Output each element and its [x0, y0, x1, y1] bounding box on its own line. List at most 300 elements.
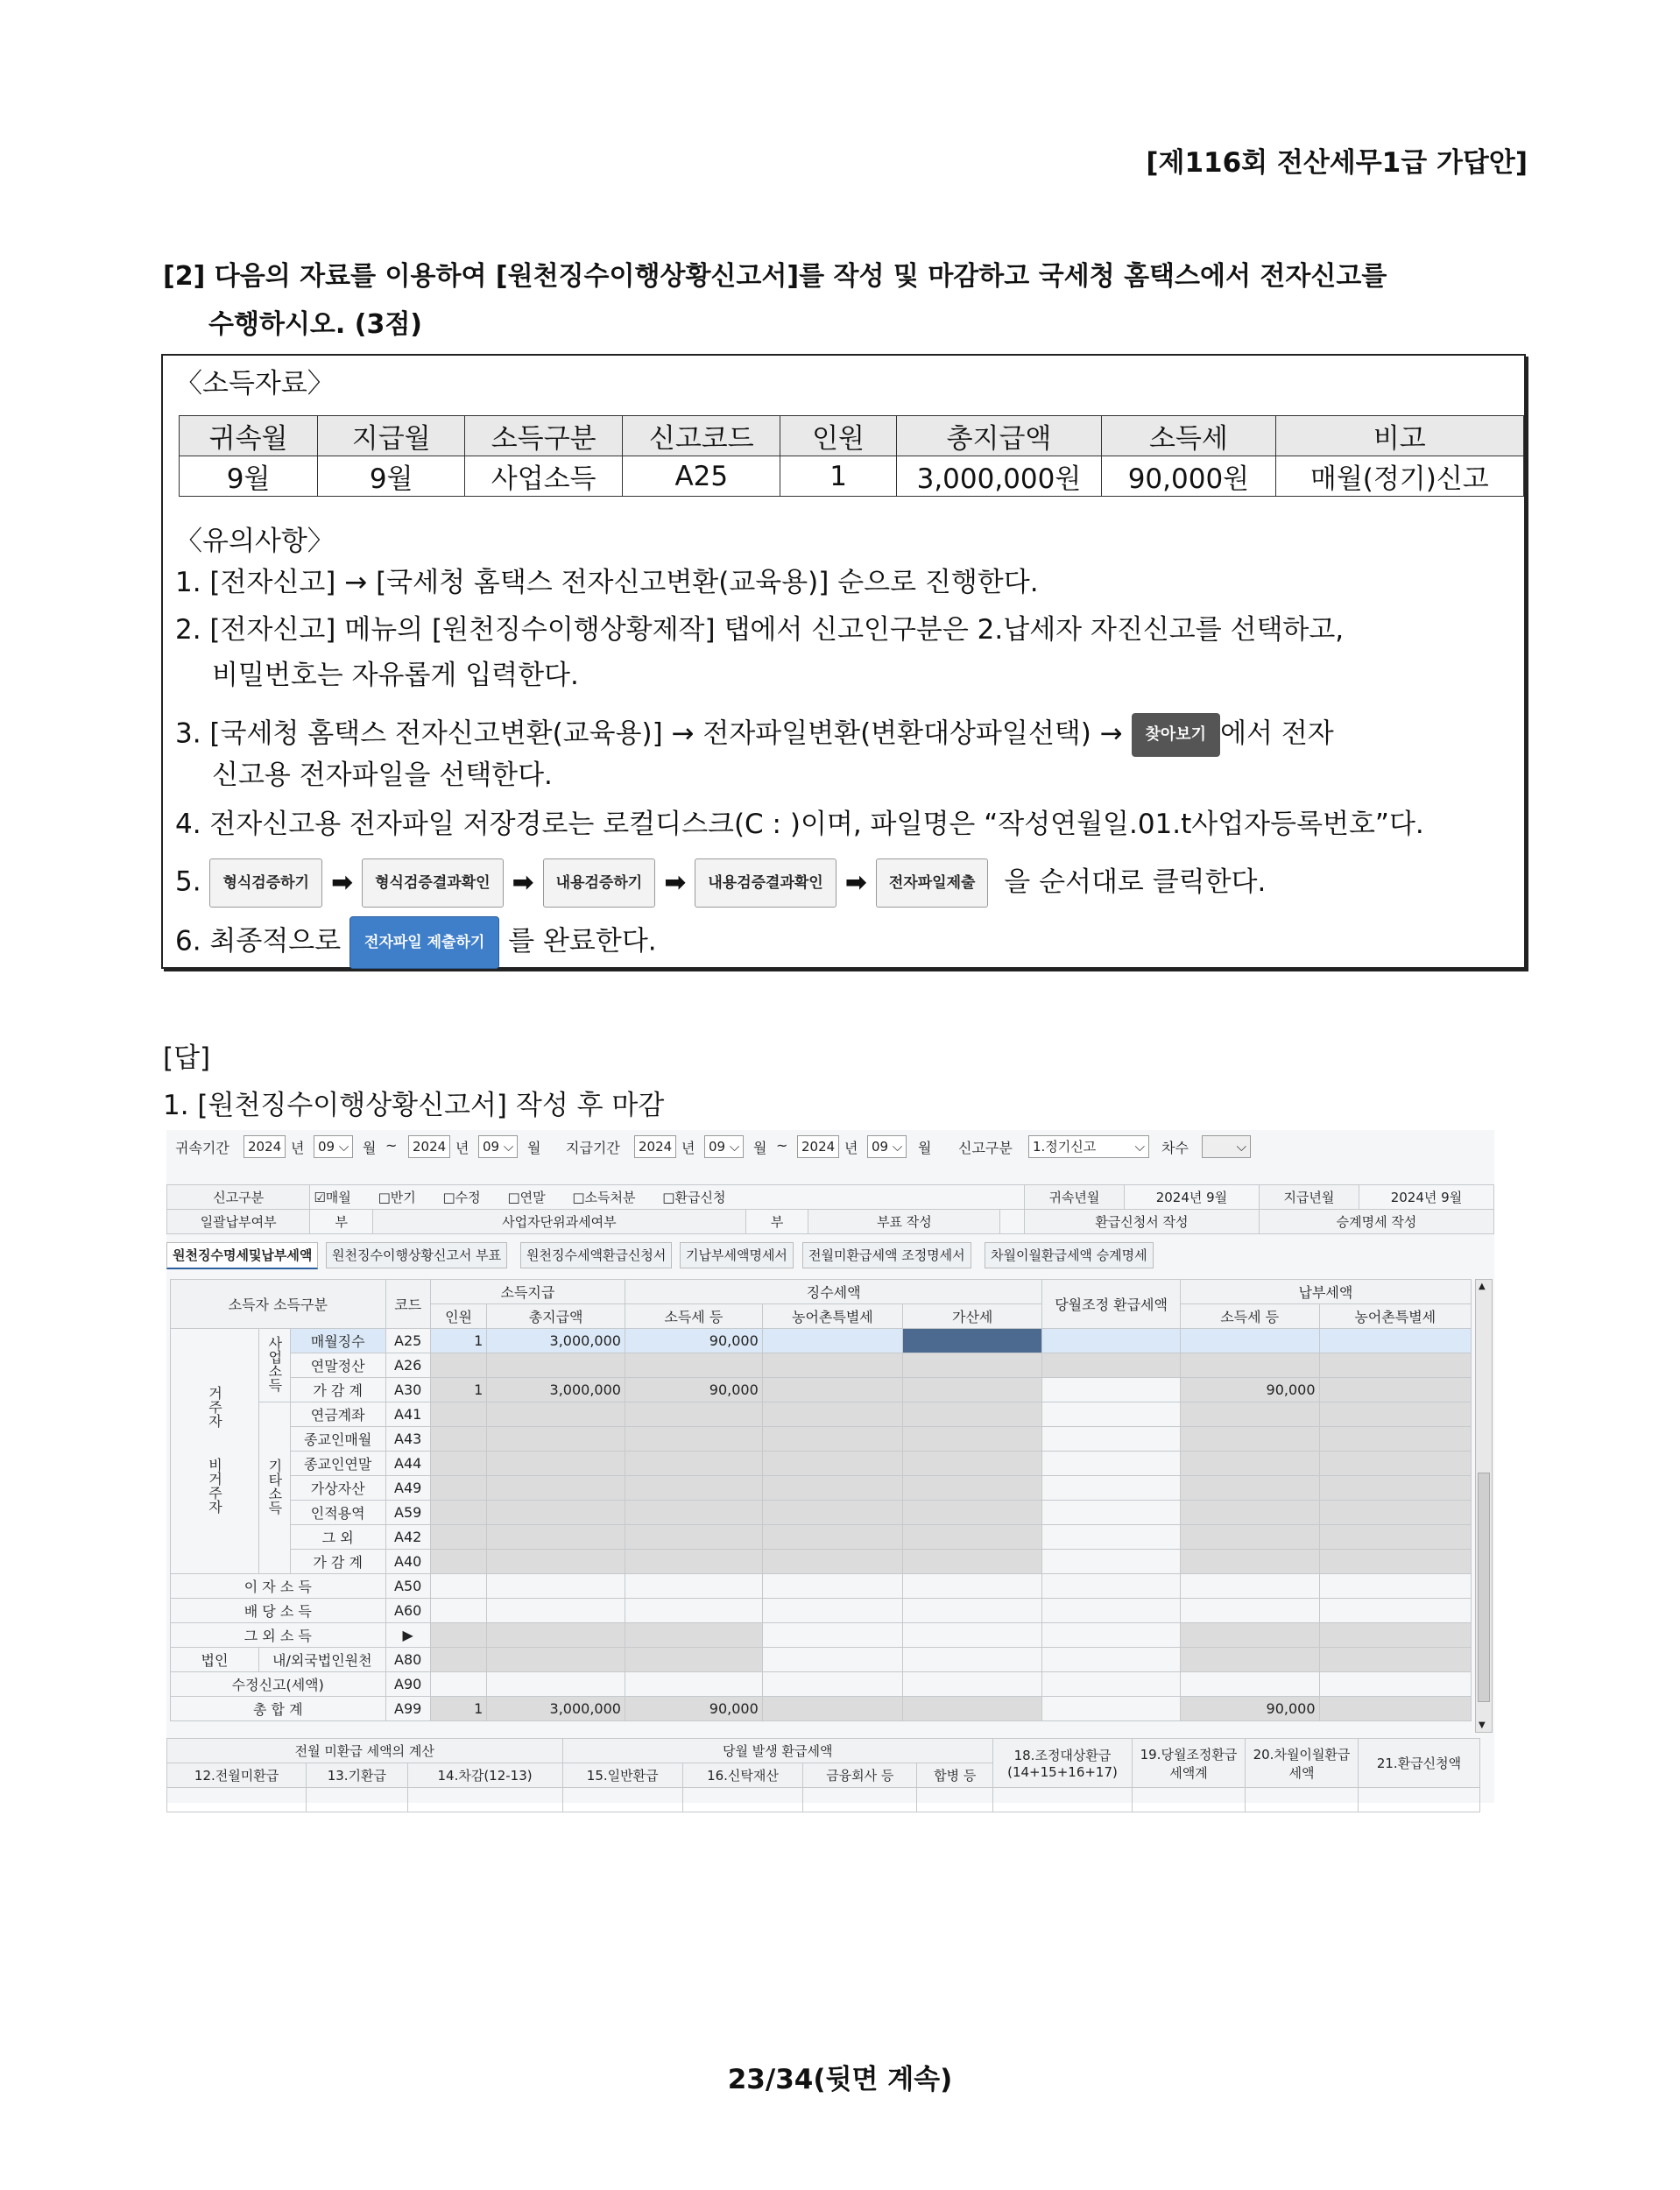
- cell-penalty[interactable]: [903, 1427, 1042, 1452]
- period-label: 귀속기간: [175, 1140, 229, 1156]
- cell-headcount[interactable]: [430, 1427, 486, 1452]
- cell-refund-adjust[interactable]: [1042, 1353, 1180, 1378]
- cell-refund-adjust[interactable]: [1042, 1623, 1180, 1648]
- cell-income-tax[interactable]: [625, 1648, 762, 1672]
- cell-refund-adjust[interactable]: [1042, 1648, 1180, 1672]
- pay-month-end[interactable]: 09 ⌵: [867, 1135, 907, 1158]
- cell-headcount[interactable]: [430, 1353, 486, 1378]
- scroll-up-icon[interactable]: ▲: [1479, 1282, 1486, 1291]
- cell-pay-income-tax[interactable]: [1180, 1353, 1319, 1378]
- cell-income-tax[interactable]: [625, 1525, 762, 1550]
- other-income-label: [259, 1402, 291, 1574]
- tab-prepaid[interactable]: 기납부세액명세서: [680, 1242, 794, 1268]
- sequence-label: 차수: [1161, 1140, 1189, 1156]
- cell-total-payment[interactable]: [487, 1623, 625, 1648]
- cell-pay-income-tax[interactable]: [1180, 1525, 1319, 1550]
- tab-next-refund[interactable]: 차월이월환급세액 승계명세: [985, 1242, 1154, 1268]
- business-income-label: [259, 1329, 291, 1402]
- resident-text: 거주자: [206, 1385, 223, 1428]
- withholding-grid: [170, 1279, 1472, 1721]
- cell-total-payment[interactable]: [487, 1550, 625, 1574]
- cell-penalty[interactable]: [903, 1697, 1042, 1721]
- table-row[interactable]: [171, 1452, 1472, 1476]
- row-label: 연말정산: [290, 1353, 385, 1378]
- cell-21[interactable]: [1359, 1788, 1480, 1812]
- cell-refund-adjust[interactable]: [1042, 1427, 1180, 1452]
- cell-total-payment[interactable]: 3,000,000: [487, 1378, 625, 1402]
- period-year-start[interactable]: 2024: [244, 1135, 286, 1158]
- content-check-button: 내용검증하기: [543, 858, 656, 908]
- col-month-adjust: 19.당월조정환급세액계: [1133, 1739, 1246, 1788]
- prev-refund-group: 전월 미환급 세액의 계산: [167, 1739, 563, 1763]
- cell-headcount[interactable]: [430, 1452, 486, 1476]
- year-unit: 년: [681, 1140, 695, 1156]
- cell-penalty[interactable]: [903, 1378, 1042, 1402]
- row-label: 내/외국법인원천: [259, 1648, 386, 1672]
- cell-refund-adjust[interactable]: [1042, 1402, 1180, 1427]
- cell-income-tax[interactable]: [625, 1353, 762, 1378]
- cell-pay-income-tax[interactable]: [1180, 1501, 1319, 1525]
- cell-13[interactable]: [307, 1788, 407, 1812]
- row-code: A44: [385, 1452, 430, 1476]
- col-13: 13.기환급: [307, 1763, 407, 1788]
- col-payable-tax: 납부세액: [1180, 1280, 1471, 1304]
- income-header-cell: 지급월: [318, 416, 465, 456]
- succession-label: 승계명세 작성: [1259, 1210, 1493, 1234]
- cell-refund-adjust[interactable]: [1042, 1476, 1180, 1501]
- table-row[interactable]: [171, 1402, 1472, 1427]
- payment-month-label: 지급년월: [1259, 1185, 1359, 1210]
- cell-penalty[interactable]: [903, 1501, 1042, 1525]
- attribution-month-value: 2024년 9월: [1124, 1185, 1259, 1210]
- cell-total-payment[interactable]: 3,000,000: [487, 1329, 625, 1353]
- file-submit-button: 전자파일제출: [876, 858, 989, 908]
- cell-pay-income-tax[interactable]: 90,000: [1180, 1697, 1319, 1721]
- income-header-cell: 신고코드: [623, 416, 780, 456]
- scroll-down-icon[interactable]: ▼: [1479, 1720, 1486, 1730]
- year-unit: 년: [455, 1140, 469, 1156]
- income-header-cell: 귀속월: [180, 416, 318, 456]
- cell-rural-tax[interactable]: [762, 1329, 902, 1353]
- cell-pay-rural-tax[interactable]: [1319, 1378, 1472, 1402]
- table-row[interactable]: [171, 1648, 1472, 1672]
- cell-refund-adjust[interactable]: [1042, 1501, 1180, 1525]
- cell-pay-income-tax[interactable]: [1180, 1427, 1319, 1452]
- cell-total-payment[interactable]: [487, 1574, 625, 1599]
- nonresident-text: 비거주자: [206, 1457, 223, 1514]
- col-14: 14.차감(12-13): [407, 1763, 562, 1788]
- cell-rural-tax[interactable]: [762, 1501, 902, 1525]
- cell-income-tax[interactable]: [625, 1427, 762, 1452]
- year-unit: 년: [291, 1140, 305, 1156]
- pay-year-start[interactable]: 2024: [634, 1135, 676, 1158]
- table-row[interactable]: [171, 1697, 1472, 1721]
- cell-20[interactable]: [1246, 1788, 1359, 1812]
- cell-rural-tax[interactable]: [762, 1452, 902, 1476]
- cell-headcount[interactable]: [430, 1525, 486, 1550]
- cell-19[interactable]: [1133, 1788, 1246, 1812]
- period-month-start[interactable]: 09 ⌵: [314, 1135, 353, 1158]
- cell-pay-rural-tax[interactable]: [1319, 1427, 1472, 1452]
- cell-pay-income-tax[interactable]: [1180, 1329, 1319, 1353]
- unit-tax-label: 사업자단위과세여부: [373, 1210, 746, 1234]
- cell-income-tax[interactable]: [625, 1599, 762, 1623]
- note-2a: 2. [전자신고] 메뉴의 [원천징수이행상황제작] 탭에서 신고인구분은 2.납세자 자진신고를 선택하고,: [175, 614, 1345, 646]
- cell-pay-rural-tax[interactable]: [1319, 1574, 1472, 1599]
- income-value-cell: 3,000,000원: [896, 456, 1102, 497]
- cell-penalty[interactable]: [903, 1648, 1042, 1672]
- period-year-end[interactable]: 2024: [408, 1135, 450, 1158]
- cell-total-payment[interactable]: [487, 1353, 625, 1378]
- note-2b: 비밀번호는 자유롭게 입력한다.: [212, 660, 579, 691]
- cell-headcount[interactable]: [430, 1574, 486, 1599]
- cell-pay-income-tax[interactable]: [1180, 1648, 1319, 1672]
- table-row[interactable]: [171, 1501, 1472, 1525]
- cell-headcount[interactable]: [430, 1550, 486, 1574]
- cell-rural-tax[interactable]: [762, 1427, 902, 1452]
- cell-pay-rural-tax[interactable]: [1319, 1329, 1472, 1353]
- page-header: [제116회 전산세무1급 가답안]: [1146, 147, 1528, 179]
- cell-penalty[interactable]: [903, 1525, 1042, 1550]
- cell-headcount[interactable]: [430, 1599, 486, 1623]
- grid-scrollbar[interactable]: [1475, 1279, 1493, 1733]
- cell-16[interactable]: [682, 1788, 802, 1812]
- cell-income-tax[interactable]: 90,000: [625, 1378, 762, 1402]
- cell-pay-income-tax[interactable]: [1180, 1402, 1319, 1427]
- cell-headcount[interactable]: 1: [430, 1697, 486, 1721]
- cell-total-payment[interactable]: [487, 1599, 625, 1623]
- income-header-cell: 소득구분: [465, 416, 623, 456]
- col-total-payment: 총지급액: [487, 1304, 625, 1329]
- cell-pay-income-tax[interactable]: [1180, 1452, 1319, 1476]
- cell-headcount[interactable]: 1: [430, 1378, 486, 1402]
- note-1: 1. [전자신고] → [국세청 홈택스 전자신고변환(교육용)] 순으로 진행한다.: [175, 567, 1039, 598]
- cell-17a[interactable]: [803, 1788, 917, 1812]
- cell-pay-rural-tax[interactable]: [1319, 1476, 1472, 1501]
- report-type-label: 신고구분: [958, 1140, 1013, 1156]
- cell-headcount[interactable]: [430, 1623, 486, 1648]
- report-type-checks[interactable]: [310, 1185, 1025, 1210]
- cell-income-tax[interactable]: [625, 1574, 762, 1599]
- cell-pay-income-tax[interactable]: [1180, 1574, 1319, 1599]
- cell-12[interactable]: [167, 1788, 307, 1812]
- cell-pay-income-tax[interactable]: [1180, 1599, 1319, 1623]
- note-5-num: 5.: [175, 865, 201, 898]
- answer-step1: 1. [원천징수이행상황신고서] 작성 후 마감: [163, 1090, 665, 1121]
- table-row[interactable]: [171, 1476, 1472, 1501]
- table-row[interactable]: [171, 1353, 1472, 1378]
- row-label: 연금계좌: [290, 1402, 385, 1427]
- cell-pay-rural-tax[interactable]: [1319, 1599, 1472, 1623]
- cell-rural-tax[interactable]: [762, 1574, 902, 1599]
- col-collected-tax: 징수세액: [625, 1280, 1041, 1304]
- table-row[interactable]: [171, 1623, 1472, 1648]
- row-code: A99: [385, 1697, 430, 1721]
- cell-pay-rural-tax[interactable]: [1319, 1672, 1472, 1697]
- note-6-tail: 를 완료한다.: [508, 925, 657, 957]
- range-tilde: ~: [385, 1137, 398, 1154]
- row-label: 종교인매월: [290, 1427, 385, 1452]
- business-text: 사업소득: [265, 1335, 283, 1392]
- cell-income-tax[interactable]: 90,000: [625, 1697, 762, 1721]
- check-refund[interactable]: □환급신청: [662, 1190, 726, 1205]
- cell-income-tax[interactable]: [625, 1452, 762, 1476]
- cell-income-tax[interactable]: [625, 1623, 762, 1648]
- arrow-right-icon: ➡: [330, 867, 354, 898]
- current-refund-group: 당월 발생 환급세액: [562, 1739, 992, 1763]
- col-17a: 금융회사 등: [803, 1763, 917, 1788]
- cell-penalty[interactable]: [903, 1476, 1042, 1501]
- cell-rural-tax[interactable]: [762, 1402, 902, 1427]
- cell-17b[interactable]: [917, 1788, 993, 1812]
- month-unit: 월: [918, 1140, 932, 1156]
- cell-pay-income-tax[interactable]: [1180, 1476, 1319, 1501]
- cell-total-payment[interactable]: [487, 1402, 625, 1427]
- cell-penalty[interactable]: [903, 1574, 1042, 1599]
- cell-penalty[interactable]: [903, 1672, 1042, 1697]
- income-value-cell: 1: [780, 456, 896, 497]
- cell-headcount[interactable]: [430, 1672, 486, 1697]
- note-4: 4. 전자신고용 전자파일 저장경로는 로컬디스크(C : )이며, 파일명은 “작성연월일.01.t사업자등록번호”다.: [175, 809, 1424, 840]
- browse-button: 찾아보기: [1132, 713, 1221, 757]
- tab-prev-refund[interactable]: 전월미환급세액 조정명세서: [802, 1242, 971, 1268]
- cell-rural-tax[interactable]: [762, 1623, 902, 1648]
- table-row[interactable]: [171, 1574, 1472, 1599]
- check-amend[interactable]: □수정: [442, 1190, 481, 1205]
- col-income-tax: 소득세 등: [625, 1304, 762, 1329]
- cell-rural-tax[interactable]: [762, 1353, 902, 1378]
- col-refund-request: 21.환급신청액: [1359, 1739, 1480, 1788]
- income-value-cell: 9월: [180, 456, 318, 497]
- income-header-cell: 비고: [1275, 416, 1523, 456]
- refund-calc-grid: [166, 1738, 1480, 1812]
- info-report-type-label: 신고구분: [167, 1185, 310, 1210]
- cell-rural-tax[interactable]: [762, 1525, 902, 1550]
- row-label: 가상자산: [290, 1476, 385, 1501]
- cell-rural-tax[interactable]: [762, 1672, 902, 1697]
- row-code: A43: [385, 1427, 430, 1452]
- cell-rural-tax[interactable]: [762, 1476, 902, 1501]
- cell-18[interactable]: [993, 1788, 1133, 1812]
- check-disposal[interactable]: □소득처분: [572, 1190, 636, 1205]
- cell-refund-adjust[interactable]: [1042, 1525, 1180, 1550]
- income-value-cell: A25: [623, 456, 780, 497]
- row-label: 가 감 계: [290, 1378, 385, 1402]
- attribution-month-label: 귀속년월: [1024, 1185, 1124, 1210]
- cell-penalty[interactable]: [903, 1452, 1042, 1476]
- cell-pay-rural-tax[interactable]: [1319, 1525, 1472, 1550]
- row-label: 매월징수: [290, 1329, 385, 1353]
- row-label: 가 감 계: [290, 1550, 385, 1574]
- col-pay-rural-tax: 농어촌특별세: [1319, 1304, 1472, 1329]
- check-half[interactable]: □반기: [378, 1190, 416, 1205]
- col-15: 15.일반환급: [562, 1763, 682, 1788]
- cell-total-payment[interactable]: [487, 1501, 625, 1525]
- schedule-label: 부표 작성: [808, 1210, 1000, 1234]
- question-line1: [2] 다음의 자료를 이용하여 [원천징수이행상황신고서]를 작성 및 마감하고 국세청 홈택스에서 전자신고를: [163, 261, 1387, 292]
- problem-box: [161, 354, 1526, 969]
- cell-15[interactable]: [562, 1788, 682, 1812]
- tab-refund-request[interactable]: 원천징수세액환급신청서: [520, 1242, 672, 1268]
- row-label: 그 외 소 득: [171, 1623, 386, 1648]
- cell-income-tax[interactable]: [625, 1402, 762, 1427]
- income-table: [179, 415, 1524, 497]
- arrow-right-icon: ➡: [512, 867, 534, 898]
- check-yearend[interactable]: □연말: [507, 1190, 546, 1205]
- income-value-cell: 매월(정기)신고: [1275, 456, 1523, 497]
- row-code: A25: [385, 1329, 430, 1353]
- tab-attachment[interactable]: 원천징수이행상황신고서 부표: [326, 1242, 507, 1268]
- cell-refund-adjust[interactable]: [1042, 1574, 1180, 1599]
- cell-total-payment[interactable]: [487, 1648, 625, 1672]
- income-header-cell: 소득세: [1102, 416, 1275, 456]
- cell-penalty[interactable]: [903, 1623, 1042, 1648]
- row-code: A80: [385, 1648, 430, 1672]
- row-code: ▶: [385, 1623, 430, 1648]
- note-5: [175, 858, 1266, 908]
- month-unit: 월: [753, 1140, 767, 1156]
- final-submit-button: 전자파일 제출하기: [349, 916, 499, 969]
- check-monthly[interactable]: ☑매월: [314, 1190, 351, 1205]
- other-text: 기타소득: [265, 1458, 283, 1515]
- pay-year-end[interactable]: 2024: [797, 1135, 839, 1158]
- unit-tax-value: 부: [745, 1210, 808, 1234]
- cell-headcount[interactable]: [430, 1648, 486, 1672]
- col-12: 12.전월미환급: [167, 1763, 307, 1788]
- cell-total-payment[interactable]: [487, 1427, 625, 1452]
- content-result-button: 내용검증결과확인: [695, 858, 836, 908]
- cell-total-payment[interactable]: [487, 1525, 625, 1550]
- sequence-select[interactable]: ⌵: [1202, 1135, 1251, 1158]
- table-row[interactable]: [171, 1672, 1472, 1697]
- cell-pay-income-tax[interactable]: 90,000: [1180, 1378, 1319, 1402]
- month-unit: 월: [527, 1140, 541, 1156]
- cell-penalty[interactable]: [903, 1402, 1042, 1427]
- note-3c: 신고용 전자파일을 선택한다.: [212, 759, 553, 791]
- cell-headcount[interactable]: 1: [430, 1329, 486, 1353]
- cell-penalty[interactable]: [903, 1550, 1042, 1574]
- cell-pay-income-tax[interactable]: [1180, 1672, 1319, 1697]
- table-row[interactable]: [171, 1378, 1472, 1402]
- cell-refund-adjust[interactable]: [1042, 1697, 1180, 1721]
- cell-total-payment[interactable]: [487, 1672, 625, 1697]
- note-6-pre: 6. 최종적으로: [175, 925, 342, 957]
- cell-rural-tax[interactable]: [762, 1550, 902, 1574]
- cell-income-tax[interactable]: [625, 1501, 762, 1525]
- cell-total-payment[interactable]: [487, 1452, 625, 1476]
- report-type-select[interactable]: 1.정기신고 ⌵: [1028, 1135, 1149, 1158]
- period-month-end[interactable]: 09 ⌵: [478, 1135, 518, 1158]
- table-row[interactable]: [171, 1329, 1472, 1353]
- cell-rural-tax[interactable]: [762, 1697, 902, 1721]
- arrow-right-icon: ➡: [664, 867, 687, 898]
- cell-headcount[interactable]: [430, 1501, 486, 1525]
- cell-pay-rural-tax[interactable]: [1319, 1623, 1472, 1648]
- col-pay-income-tax: 소득세 등: [1180, 1304, 1319, 1329]
- income-header-cell: 총지급액: [896, 416, 1102, 456]
- notes-label: 〈유의사항〉: [175, 526, 335, 557]
- schedule-value: [1000, 1210, 1025, 1234]
- arrow-right-icon: ➡: [844, 867, 867, 898]
- page-footer: 23/34(뒷면 계속): [727, 2064, 953, 2095]
- cell-refund-adjust[interactable]: [1042, 1452, 1180, 1476]
- income-header-cell: 인원: [780, 416, 896, 456]
- cell-penalty[interactable]: [903, 1353, 1042, 1378]
- cell-income-tax[interactable]: 90,000: [625, 1329, 762, 1353]
- scroll-thumb[interactable]: [1478, 1473, 1490, 1702]
- table-row[interactable]: [171, 1550, 1472, 1574]
- cell-total-payment[interactable]: 3,000,000: [487, 1697, 625, 1721]
- col-refund-adjust: 당월조정 환급세액: [1042, 1280, 1180, 1329]
- cell-pay-rural-tax[interactable]: [1319, 1697, 1472, 1721]
- cell-pay-rural-tax[interactable]: [1319, 1501, 1472, 1525]
- tab-withholding-detail[interactable]: 원천징수명세및납부세액: [166, 1242, 318, 1269]
- table-row[interactable]: [171, 1427, 1472, 1452]
- cell-refund-adjust[interactable]: [1042, 1329, 1180, 1353]
- bulk-payment-value: 부: [310, 1210, 373, 1234]
- software-screenshot: [166, 1130, 1494, 1803]
- cell-income-tax[interactable]: [625, 1550, 762, 1574]
- row-label: 그 외: [290, 1525, 385, 1550]
- cell-refund-adjust[interactable]: [1042, 1378, 1180, 1402]
- cell-total-payment[interactable]: [487, 1476, 625, 1501]
- info-grid: [166, 1184, 1494, 1234]
- row-label: 인적용역: [290, 1501, 385, 1525]
- cell-penalty[interactable]: [903, 1599, 1042, 1623]
- question-line2: 수행하시오. (3점): [208, 309, 423, 340]
- col-headcount: 인원: [430, 1304, 486, 1329]
- table-row[interactable]: [171, 1525, 1472, 1550]
- refund-form-label: 환급신청서 작성: [1024, 1210, 1259, 1234]
- col-16: 16.신탁재산: [682, 1763, 802, 1788]
- row-label: 수정신고(세액): [171, 1672, 386, 1697]
- cell-headcount[interactable]: [430, 1402, 486, 1427]
- cell-refund-adjust[interactable]: [1042, 1672, 1180, 1697]
- note-5-tail: 을 순서대로 클릭한다.: [1004, 865, 1267, 898]
- income-value-cell: 9월: [318, 456, 465, 497]
- row-code: A60: [385, 1599, 430, 1623]
- cell-refund-adjust[interactable]: [1042, 1599, 1180, 1623]
- pay-month-start[interactable]: 09 ⌵: [704, 1135, 744, 1158]
- cell-headcount[interactable]: [430, 1476, 486, 1501]
- row-code: A30: [385, 1378, 430, 1402]
- cell-14[interactable]: [407, 1788, 562, 1812]
- cell-pay-rural-tax[interactable]: [1319, 1550, 1472, 1574]
- cell-refund-adjust[interactable]: [1042, 1550, 1180, 1574]
- col-adjust-target: 18.조정대상환급(14+15+16+17): [993, 1739, 1133, 1788]
- cell-pay-rural-tax[interactable]: [1319, 1402, 1472, 1427]
- cell-income-tax[interactable]: [625, 1476, 762, 1501]
- cell-pay-rural-tax[interactable]: [1319, 1353, 1472, 1378]
- year-unit: 년: [844, 1140, 858, 1156]
- format-check-button: 형식검증하기: [209, 858, 322, 908]
- bulk-payment-label: 일괄납부여부: [167, 1210, 310, 1234]
- question: [163, 252, 1387, 349]
- cell-pay-rural-tax[interactable]: [1319, 1452, 1472, 1476]
- cell-pay-rural-tax[interactable]: [1319, 1648, 1472, 1672]
- table-row[interactable]: [171, 1599, 1472, 1623]
- cell-rural-tax[interactable]: [762, 1648, 902, 1672]
- cell-income-tax[interactable]: [625, 1672, 762, 1697]
- row-label: 이 자 소 득: [171, 1574, 386, 1599]
- col-code: 코드: [385, 1280, 430, 1329]
- cell-pay-income-tax[interactable]: [1180, 1623, 1319, 1648]
- cell-rural-tax[interactable]: [762, 1378, 902, 1402]
- cell-rural-tax[interactable]: [762, 1599, 902, 1623]
- row-label: 총 합 계: [171, 1697, 386, 1721]
- cell-pay-income-tax[interactable]: [1180, 1550, 1319, 1574]
- cell-penalty[interactable]: [903, 1329, 1042, 1353]
